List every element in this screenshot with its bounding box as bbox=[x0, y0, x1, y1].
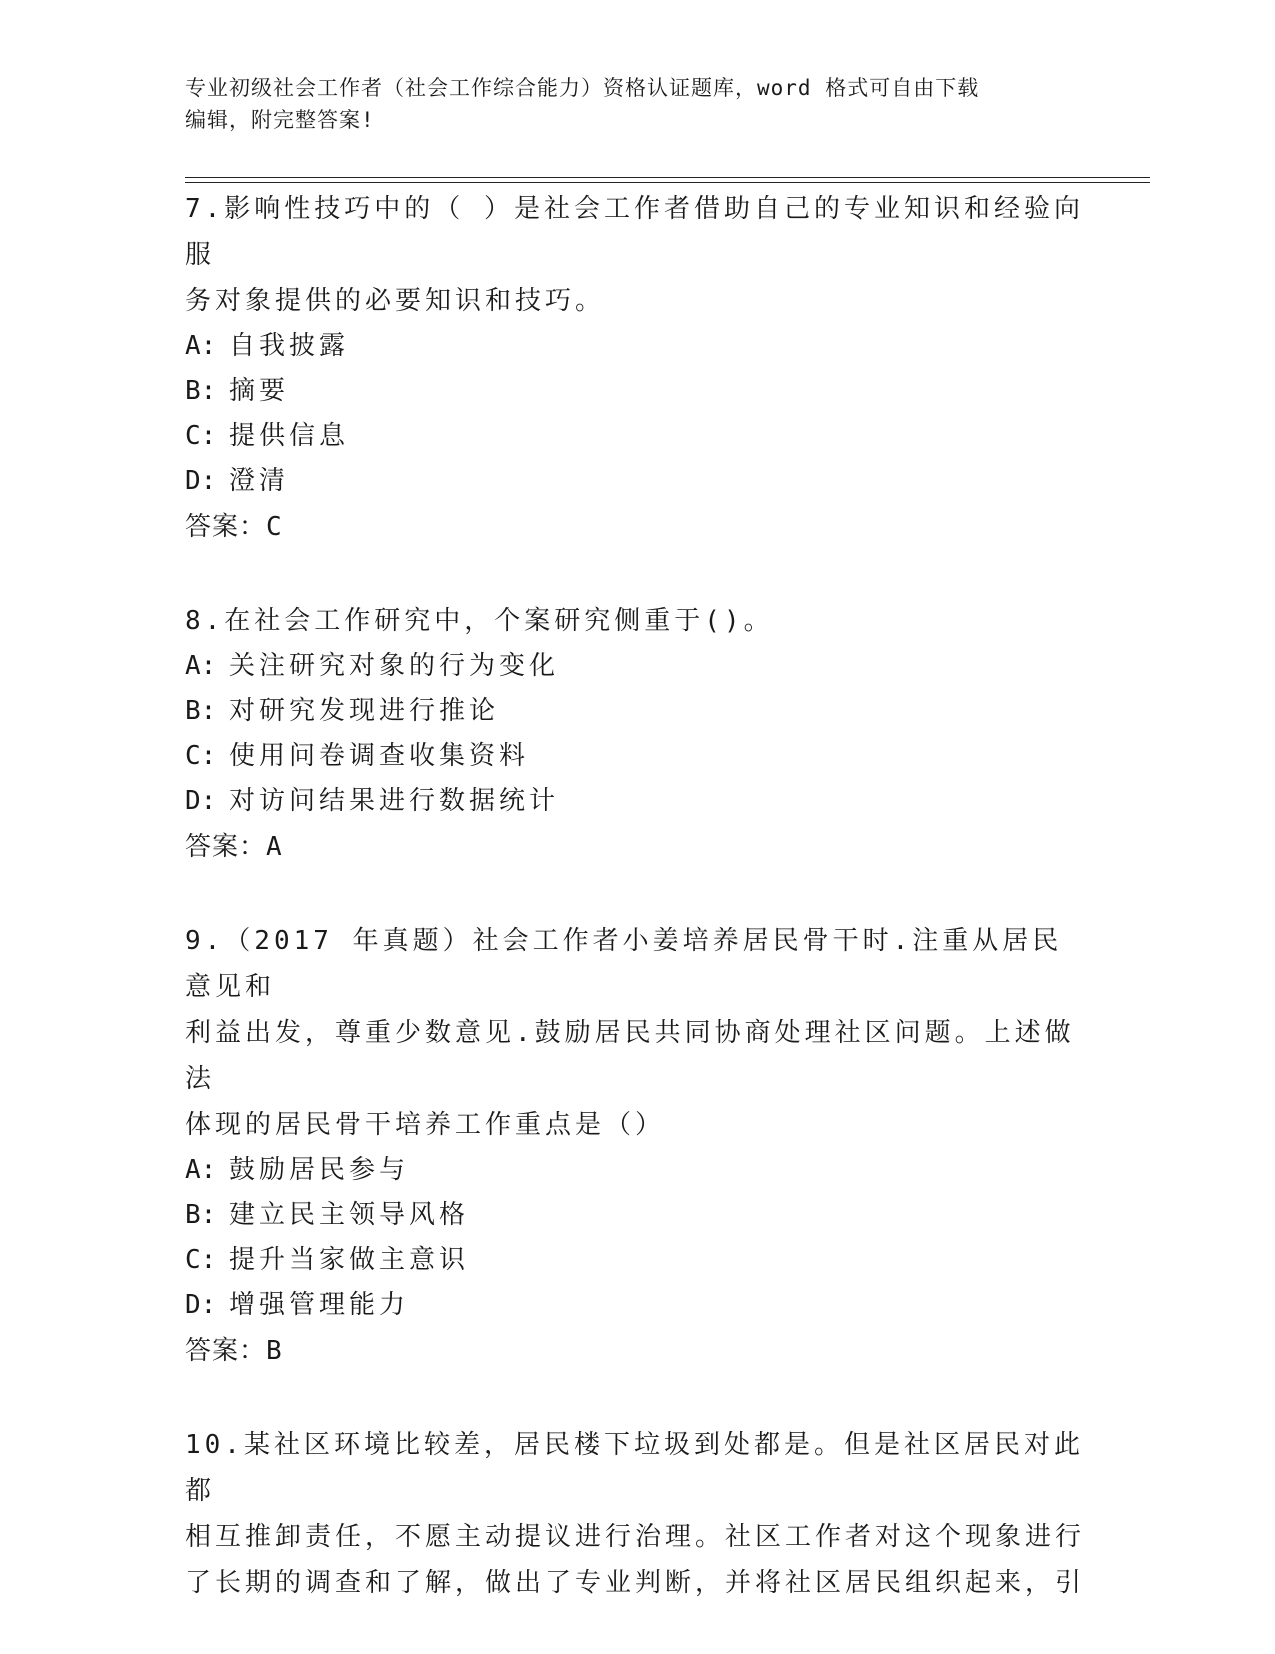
option-key: B: bbox=[185, 1200, 217, 1230]
option-key: A: bbox=[185, 651, 217, 681]
header-line-1: 专业初级社会工作者（社会工作综合能力）资格认证题库，word 格式可自由下载 bbox=[185, 76, 980, 100]
option-b bbox=[185, 369, 1085, 414]
option-text: 提供信息 bbox=[229, 421, 350, 451]
option-text: 提升当家做主意识 bbox=[229, 1245, 470, 1275]
answer-line: 答案：C bbox=[185, 512, 283, 542]
option-d bbox=[185, 779, 1085, 824]
option-d bbox=[185, 1283, 1085, 1328]
option-key: C: bbox=[185, 421, 217, 451]
option-c bbox=[185, 734, 1085, 779]
option-key: C: bbox=[185, 741, 217, 771]
option-text: 摘要 bbox=[229, 376, 290, 406]
option-a bbox=[185, 324, 1085, 369]
option-key: D: bbox=[185, 1290, 217, 1320]
header-line-2: 编辑，附完整答案! bbox=[185, 108, 375, 132]
question-stem-line: 务对象提供的必要知识和技巧。 bbox=[185, 286, 606, 316]
option-key: A: bbox=[185, 331, 217, 361]
option-b bbox=[185, 1193, 1085, 1238]
option-key: B: bbox=[185, 696, 217, 726]
option-key: D: bbox=[185, 786, 217, 816]
option-b bbox=[185, 689, 1085, 734]
option-text: 使用问卷调查收集资料 bbox=[229, 741, 530, 771]
question-7 bbox=[185, 186, 1085, 550]
question-stem-line: 7.影响性技巧中的（ ）是社会工作者借助自己的专业知识和经验向服 bbox=[185, 194, 1084, 270]
option-text: 对研究发现进行推论 bbox=[229, 696, 500, 726]
answer-line: 答案：A bbox=[185, 832, 283, 862]
option-d bbox=[185, 459, 1085, 504]
option-text: 关注研究对象的行为变化 bbox=[229, 651, 560, 681]
question-stem-line: 10.某社区环境比较差，居民楼下垃圾到处都是。但是社区居民对此都 bbox=[185, 1430, 1084, 1506]
question-stem-line: 利益出发，尊重少数意见.鼓励居民共同协商处理社区问题。上述做法 bbox=[185, 1018, 1075, 1094]
option-text: 自我披露 bbox=[229, 331, 350, 361]
option-key: C: bbox=[185, 1245, 217, 1275]
question-stem-line: 相互推卸责任，不愿主动提议进行治理。社区工作者对这个现象进行 bbox=[185, 1522, 1086, 1552]
option-a bbox=[185, 644, 1085, 689]
option-text: 澄清 bbox=[229, 466, 290, 496]
question-9 bbox=[185, 918, 1085, 1374]
header-divider-bottom bbox=[185, 182, 1150, 183]
option-c bbox=[185, 414, 1085, 459]
option-text: 鼓励居民参与 bbox=[229, 1155, 410, 1185]
option-key: D: bbox=[185, 466, 217, 496]
option-key: B: bbox=[185, 376, 217, 406]
question-stem-line: 8.在社会工作研究中，个案研究侧重于()。 bbox=[185, 606, 774, 636]
question-list bbox=[185, 186, 1085, 1654]
option-text: 对访问结果进行数据统计 bbox=[229, 786, 560, 816]
option-key: A: bbox=[185, 1155, 217, 1185]
document-header bbox=[185, 72, 1065, 136]
header-divider-top bbox=[185, 177, 1150, 178]
answer-line: 答案：B bbox=[185, 1336, 283, 1366]
option-c bbox=[185, 1238, 1085, 1283]
option-a bbox=[185, 1148, 1085, 1193]
option-text: 建立民主领导风格 bbox=[229, 1200, 470, 1230]
question-stem-line: 了长期的调查和了解，做出了专业判断，并将社区居民组织起来，引 bbox=[185, 1568, 1086, 1598]
option-text: 增强管理能力 bbox=[229, 1290, 410, 1320]
question-10 bbox=[185, 1422, 1085, 1606]
question-stem-line: 9.（2017 年真题）社会工作者小姜培养居民骨干时.注重从居民意见和 bbox=[185, 926, 1063, 1002]
question-stem-line: 体现的居民骨干培养工作重点是（） bbox=[185, 1110, 666, 1140]
question-8 bbox=[185, 598, 1085, 870]
